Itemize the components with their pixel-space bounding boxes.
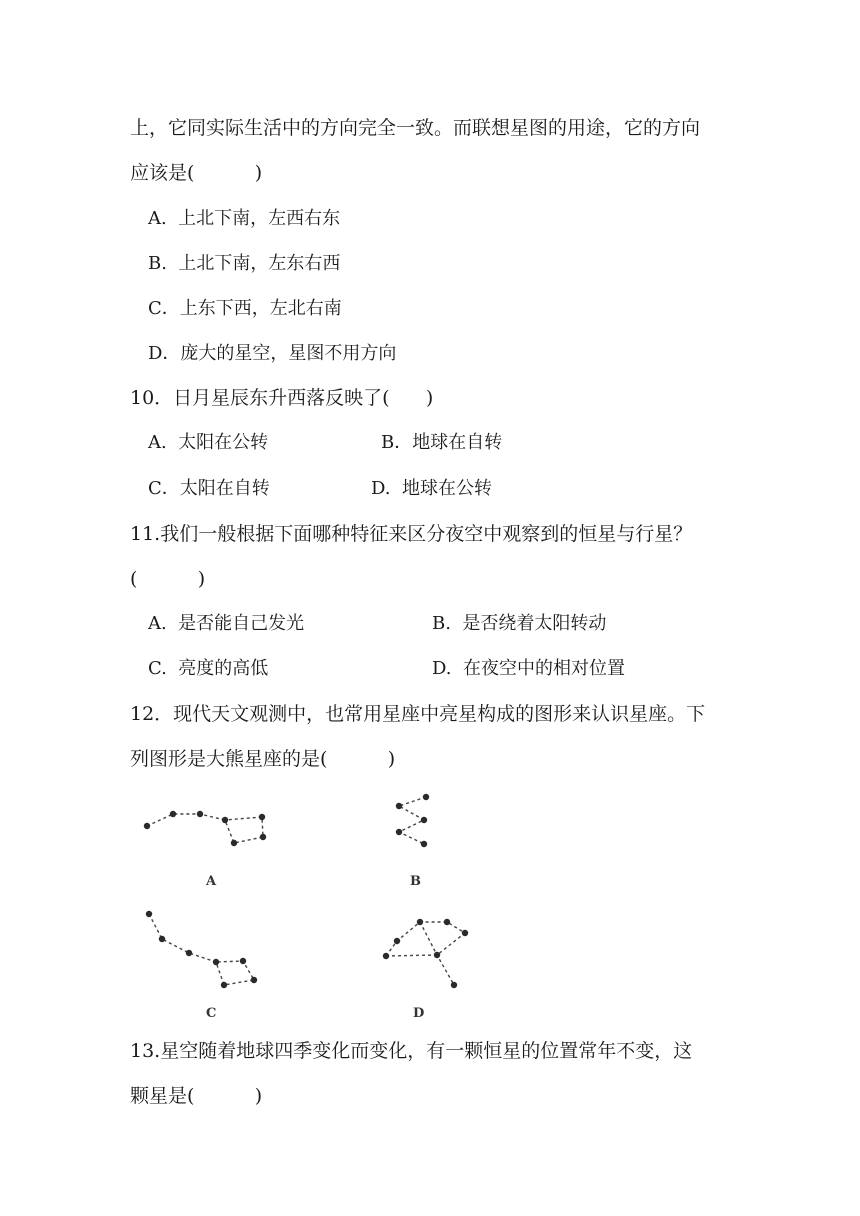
constellation-option-b xyxy=(396,794,429,889)
figure-label-c: C xyxy=(206,1006,217,1021)
q9-option-a: A. 上北下南，左西右东 xyxy=(148,208,341,229)
q11-option-c: C. 亮度的高低 xyxy=(148,658,269,679)
figure-label-a: A xyxy=(206,874,217,889)
q10-option-a: A. 太阳在公转 xyxy=(148,432,269,453)
constellation-option-a xyxy=(144,811,266,889)
q12-stem-line-2: 列图形是大熊星座的是( ) xyxy=(130,748,396,770)
constellation-option-d xyxy=(383,919,468,1021)
q9-continuation-line-2: 应该是( ) xyxy=(130,162,263,184)
figure-label-d: D xyxy=(413,1006,425,1021)
q13-stem-line-1: 13.星空随着地球四季变化而变化，有一颗恒星的位置常年不变，这 xyxy=(130,1040,693,1062)
q11-option-b: B. 是否绕着太阳转动 xyxy=(432,613,607,634)
q9-continuation-line-1: 上，它同实际生活中的方向完全一致。而联想星图的用途，它的方向 xyxy=(130,117,701,139)
q11-stem-line-1: 11.我们一般根据下面哪种特征来区分夜空中观察到的恒星与行星？ xyxy=(130,523,693,545)
q10-option-b: B．地球在自转 xyxy=(381,432,503,453)
q9-option-d: D．庞大的星空，星图不用方向 xyxy=(148,343,397,364)
q10-option-c: C．太阳在自转 xyxy=(148,478,270,499)
q13-stem-line-2: 颗星是( ) xyxy=(130,1085,263,1107)
q10-option-d: D. 地球在公转 xyxy=(371,478,492,499)
q9-option-b: B. 上北下南，左东右西 xyxy=(148,253,341,274)
q11-stem-line-2: ( ) xyxy=(130,568,206,590)
q11-option-a: A. 是否能自己发光 xyxy=(148,613,305,634)
q10-stem: 10．日月星辰东升西落反映了( ) xyxy=(130,387,434,409)
figure-label-b: B xyxy=(410,874,421,889)
q9-option-c: C．上东下西，左北右南 xyxy=(148,298,342,319)
q12-stem-line-1: 12．现代天文观测中，也常用星座中亮星构成的图形来认识星座。下 xyxy=(130,703,706,725)
constellation-option-c xyxy=(146,911,257,1021)
q11-option-d: D. 在夜空中的相对位置 xyxy=(432,658,625,679)
